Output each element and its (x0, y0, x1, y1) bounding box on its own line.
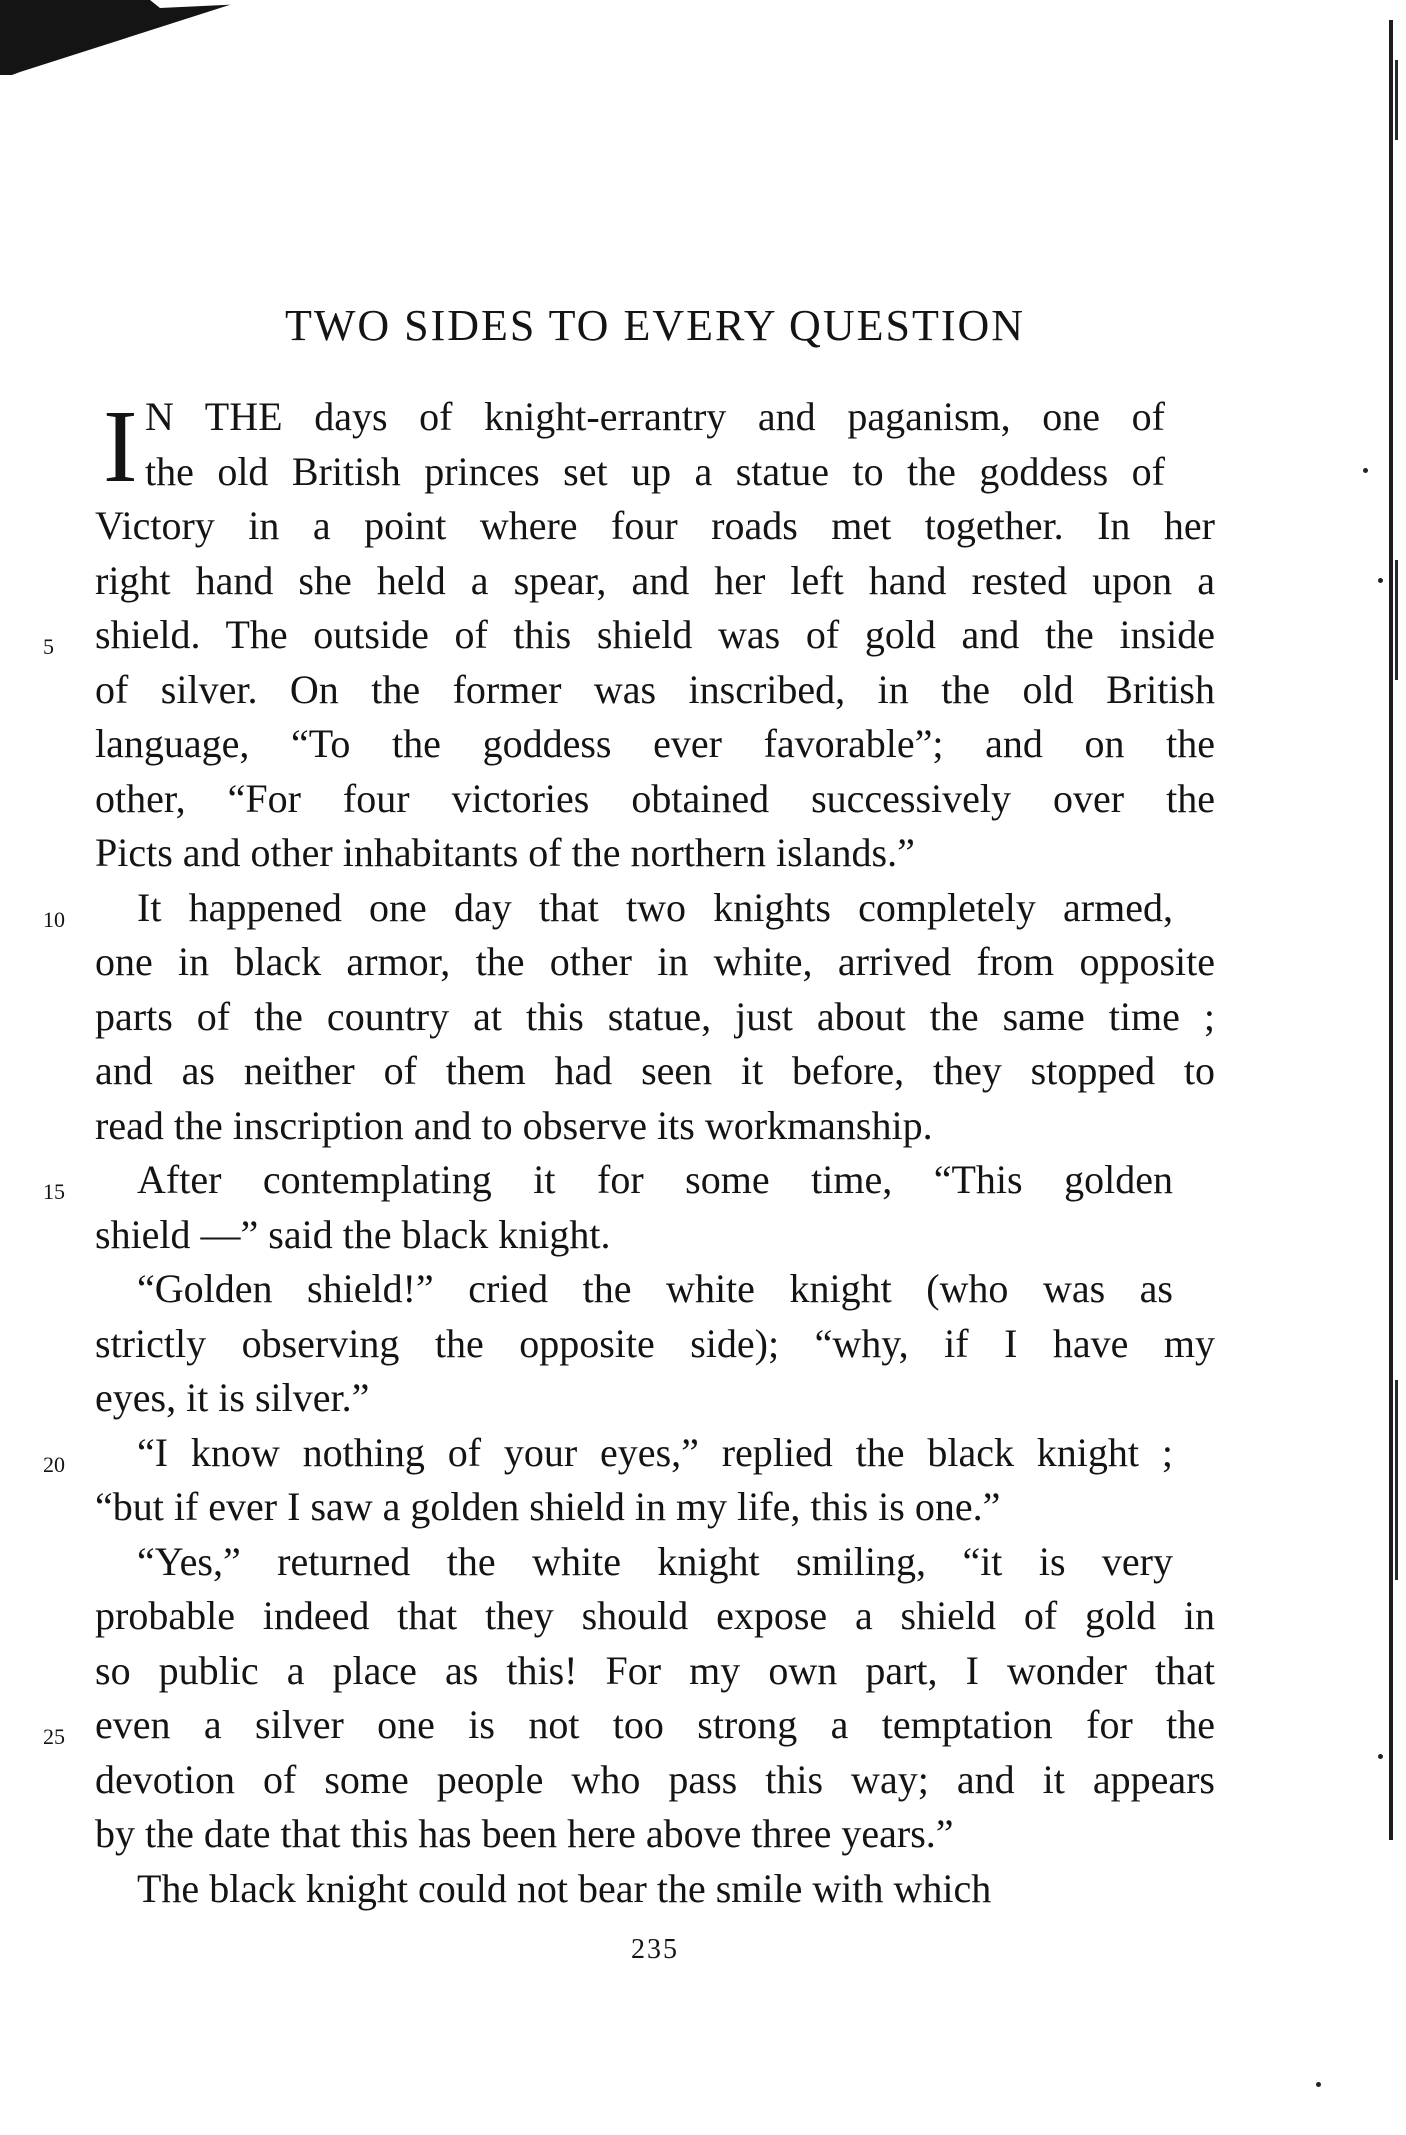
line-text: and as neither of them had seen it before, they stopped to (95, 1048, 1215, 1093)
line-text: eyes, it is silver.” (95, 1375, 370, 1420)
line-text: shield —” said the black knight. (95, 1211, 611, 1257)
line-text: of silver. On the former was inscribed, in the old British (95, 666, 1215, 712)
text-line (95, 717, 1215, 772)
ink-speck (1363, 468, 1368, 473)
ink-speck (1316, 2082, 1321, 2087)
page-edge-mark (1395, 560, 1398, 680)
line-number: 5 (43, 634, 54, 659)
line-text: “I know nothing of your eyes,” replied the black knight ; (137, 1429, 1173, 1475)
line-text: even a silver one is not too strong a temptation for the (95, 1702, 1215, 1747)
text-line (95, 826, 1215, 881)
text-line (95, 663, 1215, 718)
line-text: Picts and other inhabitants of the northern islands.” (95, 830, 915, 875)
text-line (95, 499, 1215, 554)
page-edge-line (1389, 20, 1393, 1840)
page-edge-mark (1395, 1380, 1398, 1580)
line-text: “Golden shield!” cried the white knight (who was as (137, 1266, 1173, 1311)
page-corner-mark (0, 0, 245, 75)
line-number: 15 (43, 1179, 65, 1204)
line-text: strictly observing the opposite side); “why, if I have my (95, 1320, 1215, 1366)
text-line (95, 1044, 1215, 1099)
text-line (95, 1371, 1215, 1426)
text-line (95, 1317, 1215, 1372)
line-text: After contemplating it for some time, “This golden (137, 1157, 1173, 1202)
text-line (95, 1535, 1215, 1590)
line-text: one in black armor, the other in white, arrived from opposite (95, 939, 1215, 984)
line-number: 25 (43, 1724, 65, 1749)
line-text: shield. The outside of this shield was of gold and the inside (95, 612, 1215, 657)
line-text: N THE days of knight-errantry and paganism, one of (145, 394, 1165, 439)
text-line (95, 772, 1215, 827)
text-line (95, 990, 1215, 1045)
text-line (43, 1153, 1215, 1208)
page-number: 235 (631, 1934, 679, 1965)
line-text: other, “For four victories obtained successively over the (95, 775, 1215, 821)
text-line (43, 608, 1215, 663)
text-line (95, 1807, 1215, 1862)
line-number: 10 (43, 906, 65, 932)
text-line (95, 1753, 1215, 1808)
line-text: Victory in a point where four roads met together. In her (95, 503, 1215, 548)
page-edge-mark (1395, 60, 1398, 140)
text-line (95, 1862, 1215, 1917)
text-line (43, 881, 1215, 936)
text-line (95, 1208, 1215, 1263)
line-number: 20 (43, 1451, 65, 1477)
text-line (95, 1099, 1215, 1154)
ink-speck (1378, 578, 1383, 583)
page-title: TWO SIDES TO EVERY QUESTION (284, 301, 1026, 350)
line-text: so public a place as this! For my own part, I wonder that (95, 1647, 1215, 1693)
text-line (95, 554, 1215, 609)
drop-cap: I (103, 389, 138, 504)
line-text: probable indeed that they should expose a shield of gold in (95, 1593, 1215, 1638)
text-line (95, 1480, 1215, 1535)
line-text: right hand she held a spear, and her left hand rested upon a (95, 557, 1215, 603)
text-line (95, 1262, 1215, 1317)
text-line (43, 1698, 1215, 1753)
line-text: parts of the country at this statue, just about the same time ; (95, 993, 1215, 1039)
line-text: devotion of some people who pass this way; and it appears (95, 1756, 1215, 1802)
line-text: read the inscription and to observe its workmanship. (95, 1102, 933, 1148)
story-text (43, 389, 1215, 1916)
line-text: “Yes,” returned the white knight smiling, “it is very (137, 1538, 1173, 1584)
ink-speck (1378, 1754, 1383, 1759)
line-text: language, “To the goddess ever favorable”; and on the (95, 721, 1215, 766)
line-text: by the date that this has been here above three years.” (95, 1811, 954, 1856)
text-line (95, 935, 1215, 990)
text-line (43, 1426, 1215, 1481)
line-text: It happened one day that two knights completely armed, (137, 884, 1173, 930)
text-line (95, 1644, 1215, 1699)
text-line (95, 1589, 1215, 1644)
line-text: the old British princes set up a statue to the goddess of (145, 448, 1165, 494)
line-text: The black knight could not bear the smile with which (137, 1865, 992, 1911)
line-text: “but if ever I saw a golden shield in my life, this is one.” (95, 1484, 1001, 1529)
text-line (95, 445, 1215, 500)
